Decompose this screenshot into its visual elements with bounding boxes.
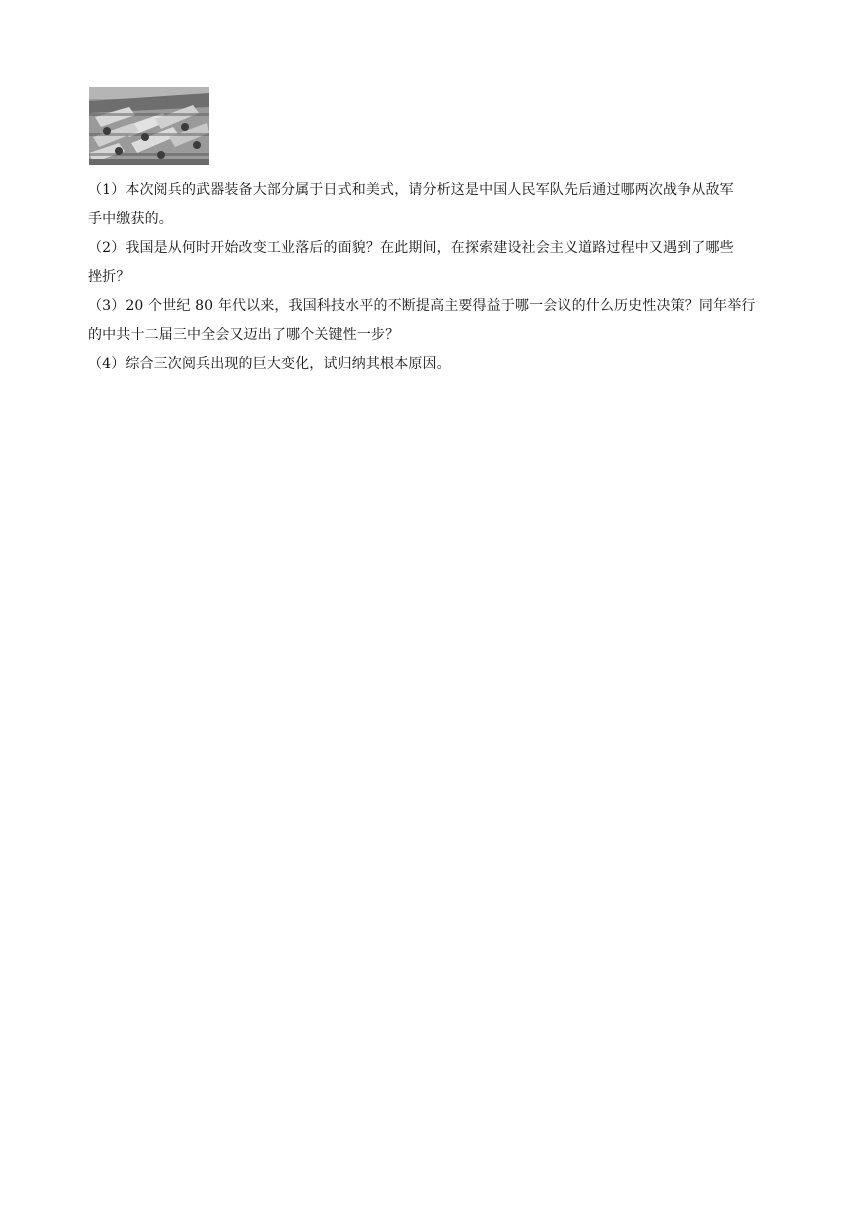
parade-photo-image bbox=[89, 87, 209, 165]
question-list bbox=[88, 176, 778, 379]
question-2-line-2: 挫折？ bbox=[88, 269, 131, 285]
question-3-line-1: （3）20 个世纪 80 年代以来，我国科技水平的不断提高主要得益于哪一会议的什么历史性决策？同年举行 bbox=[88, 298, 756, 314]
question-3-line-2: 的中共十二届三中全会又迈出了哪个关键性一步？ bbox=[88, 327, 400, 343]
question-1-line-2: 手中缴获的。 bbox=[88, 211, 173, 227]
question-4-line-1: （4）综合三次阅兵出现的巨大变化，试归纳其根本原因。 bbox=[88, 356, 451, 372]
question-1-line-1: （1）本次阅兵的武器装备大部分属于日式和美式，请分析这是中国人民军队先后通过哪两次战争从敌军 bbox=[88, 182, 734, 198]
parade-photo bbox=[89, 87, 209, 165]
question-2-line-1: （2）我国是从何时开始改变工业落后的面貌？在此期间，在探索建设社会主义道路过程中又遇到了哪些 bbox=[88, 240, 734, 256]
